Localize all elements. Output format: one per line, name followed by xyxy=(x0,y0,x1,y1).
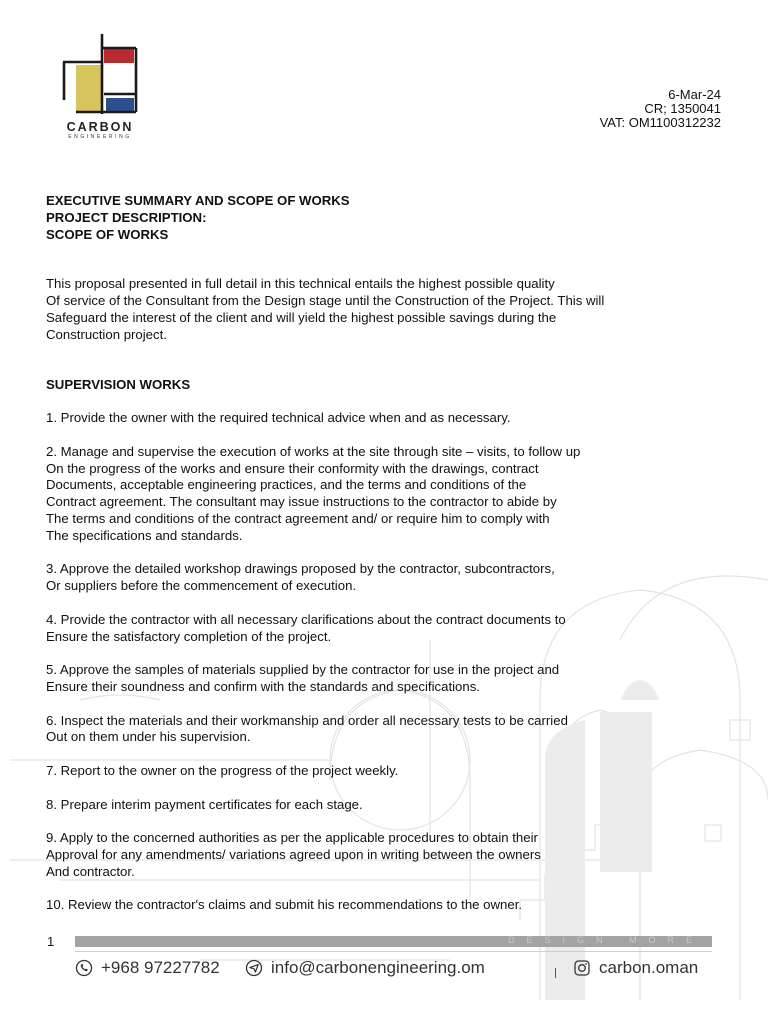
item-4 xyxy=(46,612,606,646)
instagram-icon xyxy=(573,959,591,977)
intro-line: This proposal presented in full detail in this technical entails the highest possible quality xyxy=(46,276,555,292)
instagram-handle: carbon.oman xyxy=(599,958,699,977)
item-line: And contractor. xyxy=(46,863,135,879)
section-title-supervision-works: SUPERVISION WORKS xyxy=(46,376,191,392)
item-line: 5. Approve the samples of materials supplied by the contractor for use in the project and xyxy=(46,662,560,678)
item-10 xyxy=(46,897,606,914)
item-1 xyxy=(46,410,606,427)
send-icon xyxy=(245,959,263,977)
item-line: Ensure the satisfactory completion of the project. xyxy=(46,628,332,644)
item-3 xyxy=(46,561,606,595)
item-line: Documents, acceptable engineering practices, and the terms and conditions of the xyxy=(46,477,527,493)
item-line: The terms and conditions of the contract agreement and/ or require him to comply with xyxy=(46,510,550,526)
item-9 xyxy=(46,830,606,880)
footer-bar-text: DESIGN MORE xyxy=(507,935,704,945)
item-line: 2. Manage and supervise the execution of works at the site through site – visits, to follow up xyxy=(46,443,581,459)
intro-line: Safeguard the interest of the client and will yield the highest possible savings during the xyxy=(46,309,557,325)
phone-number: +968 97227782 xyxy=(101,958,220,977)
item-line: The specifications and standards. xyxy=(46,527,243,543)
item-line: 6. Inspect the materials and their workmanship and order all necessary tests to be carried xyxy=(46,712,568,728)
page-number: 1 xyxy=(47,934,55,949)
item-5 xyxy=(46,662,606,696)
document-body xyxy=(46,193,606,914)
cr-number: CR; 1350041 xyxy=(644,101,721,116)
logo-subtitle: ENGINEERING xyxy=(68,134,132,140)
document-meta xyxy=(600,88,721,130)
item-line: 9. Apply to the concerned authorities as per the applicable procedures to obtain their xyxy=(46,830,538,846)
document-date: 6-Mar-24 xyxy=(668,87,721,102)
heading-scope-of-works: SCOPE OF WORKS xyxy=(46,226,169,242)
heading-project-description: PROJECT DESCRIPTION: xyxy=(46,209,207,225)
item-line: 10. Review the contractor's claims and submit his recommendations to the owner. xyxy=(46,897,523,913)
footer-bar xyxy=(75,936,712,947)
item-7 xyxy=(46,763,606,780)
footer-phone[interactable] xyxy=(75,958,220,978)
item-2 xyxy=(46,444,606,545)
phone-icon xyxy=(75,959,93,977)
item-line: Or suppliers before the commencement of execution. xyxy=(46,578,357,594)
item-8 xyxy=(46,797,606,814)
email-address: info@carbonengineering.om xyxy=(271,958,485,977)
item-line: 8. Prepare interim payment certificates for each stage. xyxy=(46,796,363,812)
item-line: On the progress of the works and ensure their conformity with the drawings, contract xyxy=(46,460,539,476)
vat-number: VAT: OM1100312232 xyxy=(599,115,721,130)
footer-instagram[interactable] xyxy=(573,958,698,978)
footer-divider xyxy=(75,951,712,952)
item-line: 1. Provide the owner with the required technical advice when and as necessary. xyxy=(46,410,511,426)
item-line: 7. Report to the owner on the progress of the project weekly. xyxy=(46,762,399,778)
item-line: Out on them under his supervision. xyxy=(46,729,251,745)
footer-separator xyxy=(555,968,556,978)
intro-line: Construction project. xyxy=(46,326,167,342)
contact-footer xyxy=(0,958,768,988)
intro-paragraph xyxy=(46,276,606,343)
item-line: Contract agreement. The consultant may issue instructions to the contractor to abide by xyxy=(46,494,557,510)
item-6 xyxy=(46,713,606,747)
item-line: Ensure their soundness and confirm with the standards and specifications. xyxy=(46,678,480,694)
footer-email[interactable] xyxy=(245,958,485,978)
heading-executive-summary: EXECUTIVE SUMMARY AND SCOPE OF WORKS xyxy=(46,193,350,208)
item-line: 3. Approve the detailed workshop drawings proposed by the contractor, subcontractors, xyxy=(46,561,555,577)
logo-wordmark: CARBON xyxy=(66,120,134,134)
item-line: 4. Provide the contractor with all necessary clarifications about the contract documents to xyxy=(46,611,566,627)
intro-line: Of service of the Consultant from the Design stage until the Construction of the Project. This will xyxy=(46,293,605,309)
item-line: Approval for any amendments/ variations agreed upon in writing between the owners xyxy=(46,846,541,862)
